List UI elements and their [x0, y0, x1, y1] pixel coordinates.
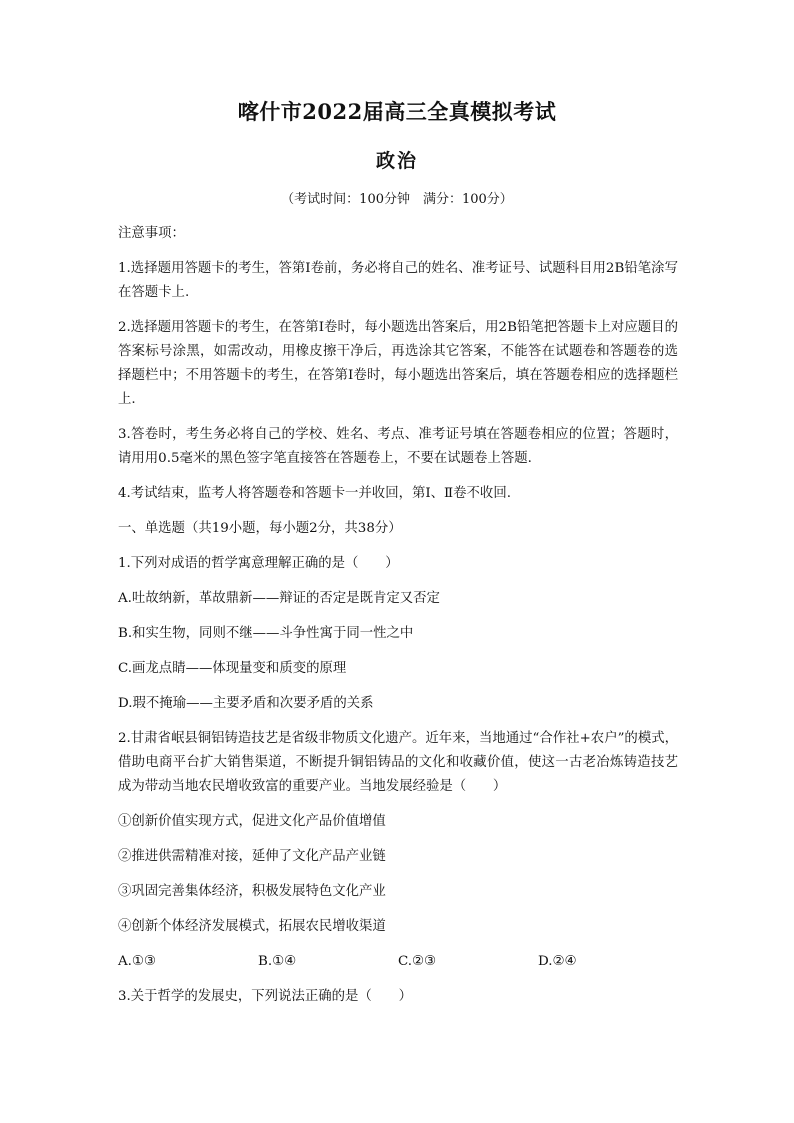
question-statement: ④创新个体经济发展模式，拓展农民增收渠道	[118, 919, 386, 934]
question-statement: ③巩固完善集体经济，积极发展特色文化产业	[118, 884, 386, 899]
notice-item: 3.答卷时，考生务必将自己的学校、姓名、考点、准考证号填在答题卷相应的位置；答题时，请用用0.5毫米的黑色签字笔直接答在答题卷上，不要在试题卷上答题.	[118, 427, 678, 466]
question-option: C.画龙点睛——体现量变和质变的原理	[118, 661, 347, 676]
question-option: D.瑕不掩瑜——主要矛盾和次要矛盾的关系	[118, 696, 374, 711]
choice-b: B.①④	[258, 954, 297, 969]
question-statement: ②推进供需精准对接，延伸了文化产品产业链	[118, 849, 386, 864]
question-stem: 2.甘肃省岷县铜铝铸造技艺是省级非物质文化遗产。近年来，当地通过“合作社+农户”的模式，借助电商平台扩大销售渠道，不断提升铜铝铸品的文化和收藏价值，使这一古老冶炼铸造技艺成为带动当地农民增收致富的重要产业。当地发展经验是（ ）	[118, 731, 678, 794]
choice-d: D.②④	[538, 954, 577, 969]
notice-heading: 注意事项：	[118, 226, 185, 241]
document-body	[118, 222, 678, 1020]
question-option: B.和实生物，同则不继——斗争性寓于同一性之中	[118, 626, 414, 641]
notice-item: 1.选择题用答题卡的考生，答第Ⅰ卷前，务必将自己的姓名、准考证号、试题科目用2B铅笔涂写在答题卡上.	[118, 261, 678, 300]
exam-subject: 政治	[375, 150, 418, 172]
section-heading: 一、单选题（共19小题，每小题2分，共38分）	[118, 521, 402, 536]
question-option: A.吐故纳新，革故鼎新——辩证的否定是既肯定又否定	[118, 591, 440, 606]
choice-c: C.②③	[398, 954, 437, 969]
exam-info: （考试时间：100分钟 满分：100分）	[281, 192, 513, 207]
choice-a: A.①③	[118, 954, 156, 969]
notice-item: 4.考试结束，监考人将答题卷和答题卡一并收回，第Ⅰ、Ⅱ卷不收回.	[118, 486, 511, 501]
notice-item: 2.选择题用答题卡的考生，在答第Ⅰ卷时，每小题选出答案后，用2B铅笔把答题卡上对应题目的答案标号涂黑，如需改动，用橡皮擦干净后，再选涂其它答案，不能答在试题卷和答题卷的选择题栏中；不用答题卡的考生，在答第Ⅰ卷时，每小题选出答案后，填在答题卷相应的选择题栏上.	[118, 320, 678, 407]
exam-title: 喀什市2022届高三全真模拟考试	[237, 99, 557, 124]
question-statement: ①创新价值实现方式，促进文化产品价值增值	[118, 814, 386, 829]
question-stem: 3.关于哲学的发展史，下列说法正确的是（ ）	[118, 989, 412, 1004]
question-stem: 1.下列对成语的哲学寓意理解正确的是（ ）	[118, 556, 399, 571]
question-choices	[118, 950, 678, 974]
